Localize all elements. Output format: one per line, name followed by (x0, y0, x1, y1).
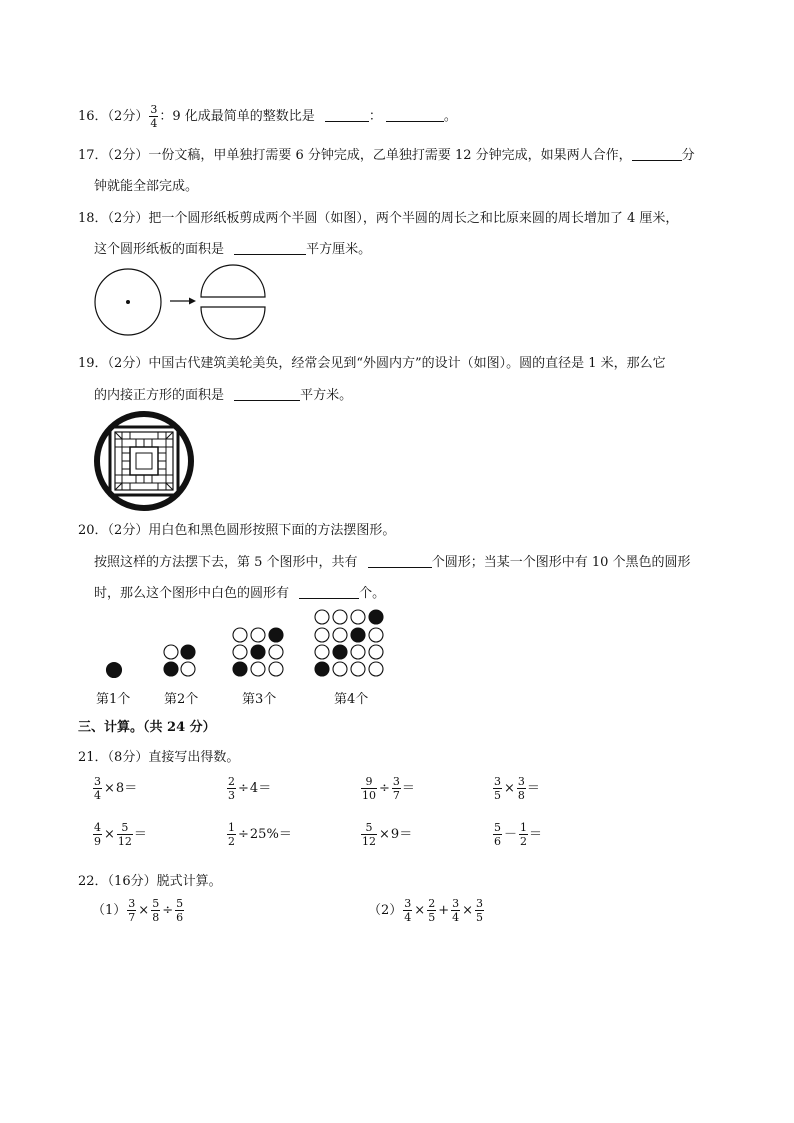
answer-blank-2[interactable] (386, 109, 444, 122)
question-22-title: 22．（16分）脱式计算。 (78, 874, 222, 889)
fraction: $\frac{1}{2}$ (520, 821, 528, 848)
answer-blank[interactable] (234, 388, 300, 401)
fraction: $\frac{4}{9}$ (94, 821, 101, 848)
fraction: $\frac{5}{12}$ (117, 821, 132, 848)
q18-line2 (94, 238, 371, 257)
q17-unit: 分 (681, 148, 695, 163)
q16-end: 。 (443, 109, 457, 124)
q22-part-1: （1） $\frac{3}{7}$ × $\frac{5}{8}$ ÷ $\frac{5}{6}$ (92, 897, 184, 924)
white-circle (351, 610, 365, 624)
fraction: $\frac{3}{8}$ (517, 775, 525, 802)
white-circle (269, 662, 283, 676)
calc-item: $\frac{9}{10}$ ÷ $\frac{3}{7}$ ＝ (362, 775, 415, 802)
lower-semicircle (201, 307, 265, 339)
white-circle (369, 645, 383, 659)
black-circle (351, 628, 365, 642)
black-circle (233, 662, 247, 676)
fraction: $\frac{3}{5}$ (476, 897, 483, 924)
lattice-inner (130, 447, 158, 475)
question-19: 19．（2分）中国古代建筑美轮美奂，经常会见到“外圆内方”的设计（如图）。圆的直径是 1 米，那么它 (78, 356, 666, 371)
fraction (149, 104, 158, 129)
lattice-pattern (115, 432, 173, 490)
q20-line2-suffix: 个圆形；当某一个图形中有 10 个黑色的圆形 (431, 555, 691, 570)
figure-label-2: 第2个 (164, 692, 199, 707)
calc-item: $\frac{5}{6}$ － $\frac{1}{2}$ ＝ (494, 821, 543, 848)
black-circle (181, 645, 195, 659)
denominator: 4 (150, 117, 158, 130)
fraction: $\frac{1}{2}$ (228, 821, 235, 848)
fraction: $\frac{5}{6}$ (494, 821, 501, 848)
calc-item: $\frac{3}{5}$ × $\frac{3}{8}$ ＝ (494, 775, 540, 802)
white-circle (333, 610, 347, 624)
q18-unit: 平方厘米。 (306, 242, 372, 257)
question-16 (78, 104, 457, 129)
black-circle (333, 645, 347, 659)
q20-line3-suffix: 个。 (359, 586, 386, 601)
numerator: 3 (150, 103, 158, 116)
fraction: $\frac{3}{4}$ (94, 775, 101, 802)
circle-cut-figure (90, 264, 280, 346)
calc-item: $\frac{4}{9}$ × $\frac{5}{12}$ ＝ (94, 821, 147, 848)
white-circle (333, 662, 347, 676)
white-circle (333, 628, 347, 642)
white-circle (233, 645, 247, 659)
circle-pattern-figures (96, 604, 396, 680)
fraction: $\frac{5}{6}$ (176, 897, 184, 924)
white-circle (369, 628, 383, 642)
calc-item: $\frac{5}{12}$ ×9＝ (362, 821, 413, 848)
q16-text: ：9 化成最简单的整数比是 (159, 109, 315, 124)
q22-part-2: （2） $\frac{3}{4}$ × $\frac{2}{5}$ + $\frac{3}{4}$ × $\frac{3}{5}$ (368, 897, 483, 924)
black-circle (369, 610, 383, 624)
white-circle (164, 645, 178, 659)
arrow-head-icon (189, 298, 196, 305)
white-circle (315, 645, 329, 659)
white-circle (351, 645, 365, 659)
answer-blank-1[interactable] (325, 109, 369, 122)
fraction: $\frac{3}{4}$ (452, 897, 460, 924)
q16-colon: ： (368, 109, 382, 124)
white-circle (315, 628, 329, 642)
white-circle (251, 628, 265, 642)
q20-line3-prefix: 时，那么这个图形中白色的圆形有 (94, 586, 290, 601)
answer-blank[interactable] (632, 148, 682, 161)
fraction: $\frac{2}{5}$ (428, 897, 436, 924)
white-circle (369, 662, 383, 676)
calc-item: $\frac{1}{2}$ ÷25%＝ (228, 821, 292, 848)
fraction: $\frac{3}{4}$ (404, 897, 412, 924)
q20-line3 (94, 582, 385, 601)
black-circle (315, 662, 329, 676)
fraction: $\frac{3}{5}$ (494, 775, 501, 802)
q17-line2: 钟就能全部完成。 (94, 179, 199, 194)
q19-line2-prefix: 的内接正方形的面积是 (94, 388, 225, 403)
q19-unit: 平方米。 (300, 388, 353, 403)
lattice-center (136, 453, 152, 469)
section-3-title: 三、计算。（共 24 分） (78, 720, 216, 735)
q20-line2-prefix: 按照这样的方法摆下去，第 5 个图形中，共有 (94, 555, 358, 570)
white-circle (251, 662, 265, 676)
fraction: $\frac{2}{3}$ (228, 775, 235, 802)
q20-line2 (94, 551, 691, 570)
calc-item: $\frac{3}{4}$ ×8＝ (94, 775, 138, 802)
q19-line2 (94, 384, 352, 403)
q18-line2-prefix: 这个圆形纸板的面积是 (94, 242, 225, 257)
black-circle (251, 645, 265, 659)
question-21-title: 21．（8分）直接写出得数。 (78, 750, 240, 765)
q17-line1: 17．（2分）一份文稿，甲单独打需要 6 分钟完成，乙单独打需要 12 分钟完成，如果两人合作， (78, 148, 632, 163)
q16-prefix: 16．（2分） (78, 109, 149, 124)
black-circle (107, 663, 122, 678)
fraction: $\frac{3}{7}$ (392, 775, 400, 802)
black-circle (164, 662, 178, 676)
fraction: $\frac{5}{12}$ (362, 821, 376, 848)
white-circle (315, 610, 329, 624)
fraction: $\frac{5}{8}$ (152, 897, 160, 924)
white-circle (351, 662, 365, 676)
fraction: $\frac{3}{7}$ (128, 897, 136, 924)
question-17 (78, 144, 695, 163)
center-dot (126, 300, 130, 304)
white-circle (233, 628, 247, 642)
white-circle (181, 662, 195, 676)
black-circle (269, 628, 283, 642)
answer-blank-2[interactable] (299, 586, 359, 599)
fraction: $\frac{9}{10}$ (362, 775, 376, 802)
question-18: 18．（2分）把一个圆形纸板剪成两个半圆（如图），两个半圆的周长之和比原来圆的周长增加了 4 厘米， (78, 211, 679, 226)
circle-square-window-figure (92, 409, 196, 513)
upper-semicircle (201, 265, 265, 297)
answer-blank-1[interactable] (368, 555, 432, 568)
question-20: 20．（2分）用白色和黑色圆形按照下面的方法摆图形。 (78, 523, 396, 538)
calc-item: $\frac{2}{3}$ ÷4＝ (228, 775, 272, 802)
figure-label-4: 第4个 (334, 692, 369, 707)
figure-label-3: 第3个 (242, 692, 277, 707)
figure-label-1: 第1个 (96, 692, 131, 707)
white-circle (269, 645, 283, 659)
answer-blank[interactable] (234, 242, 306, 255)
